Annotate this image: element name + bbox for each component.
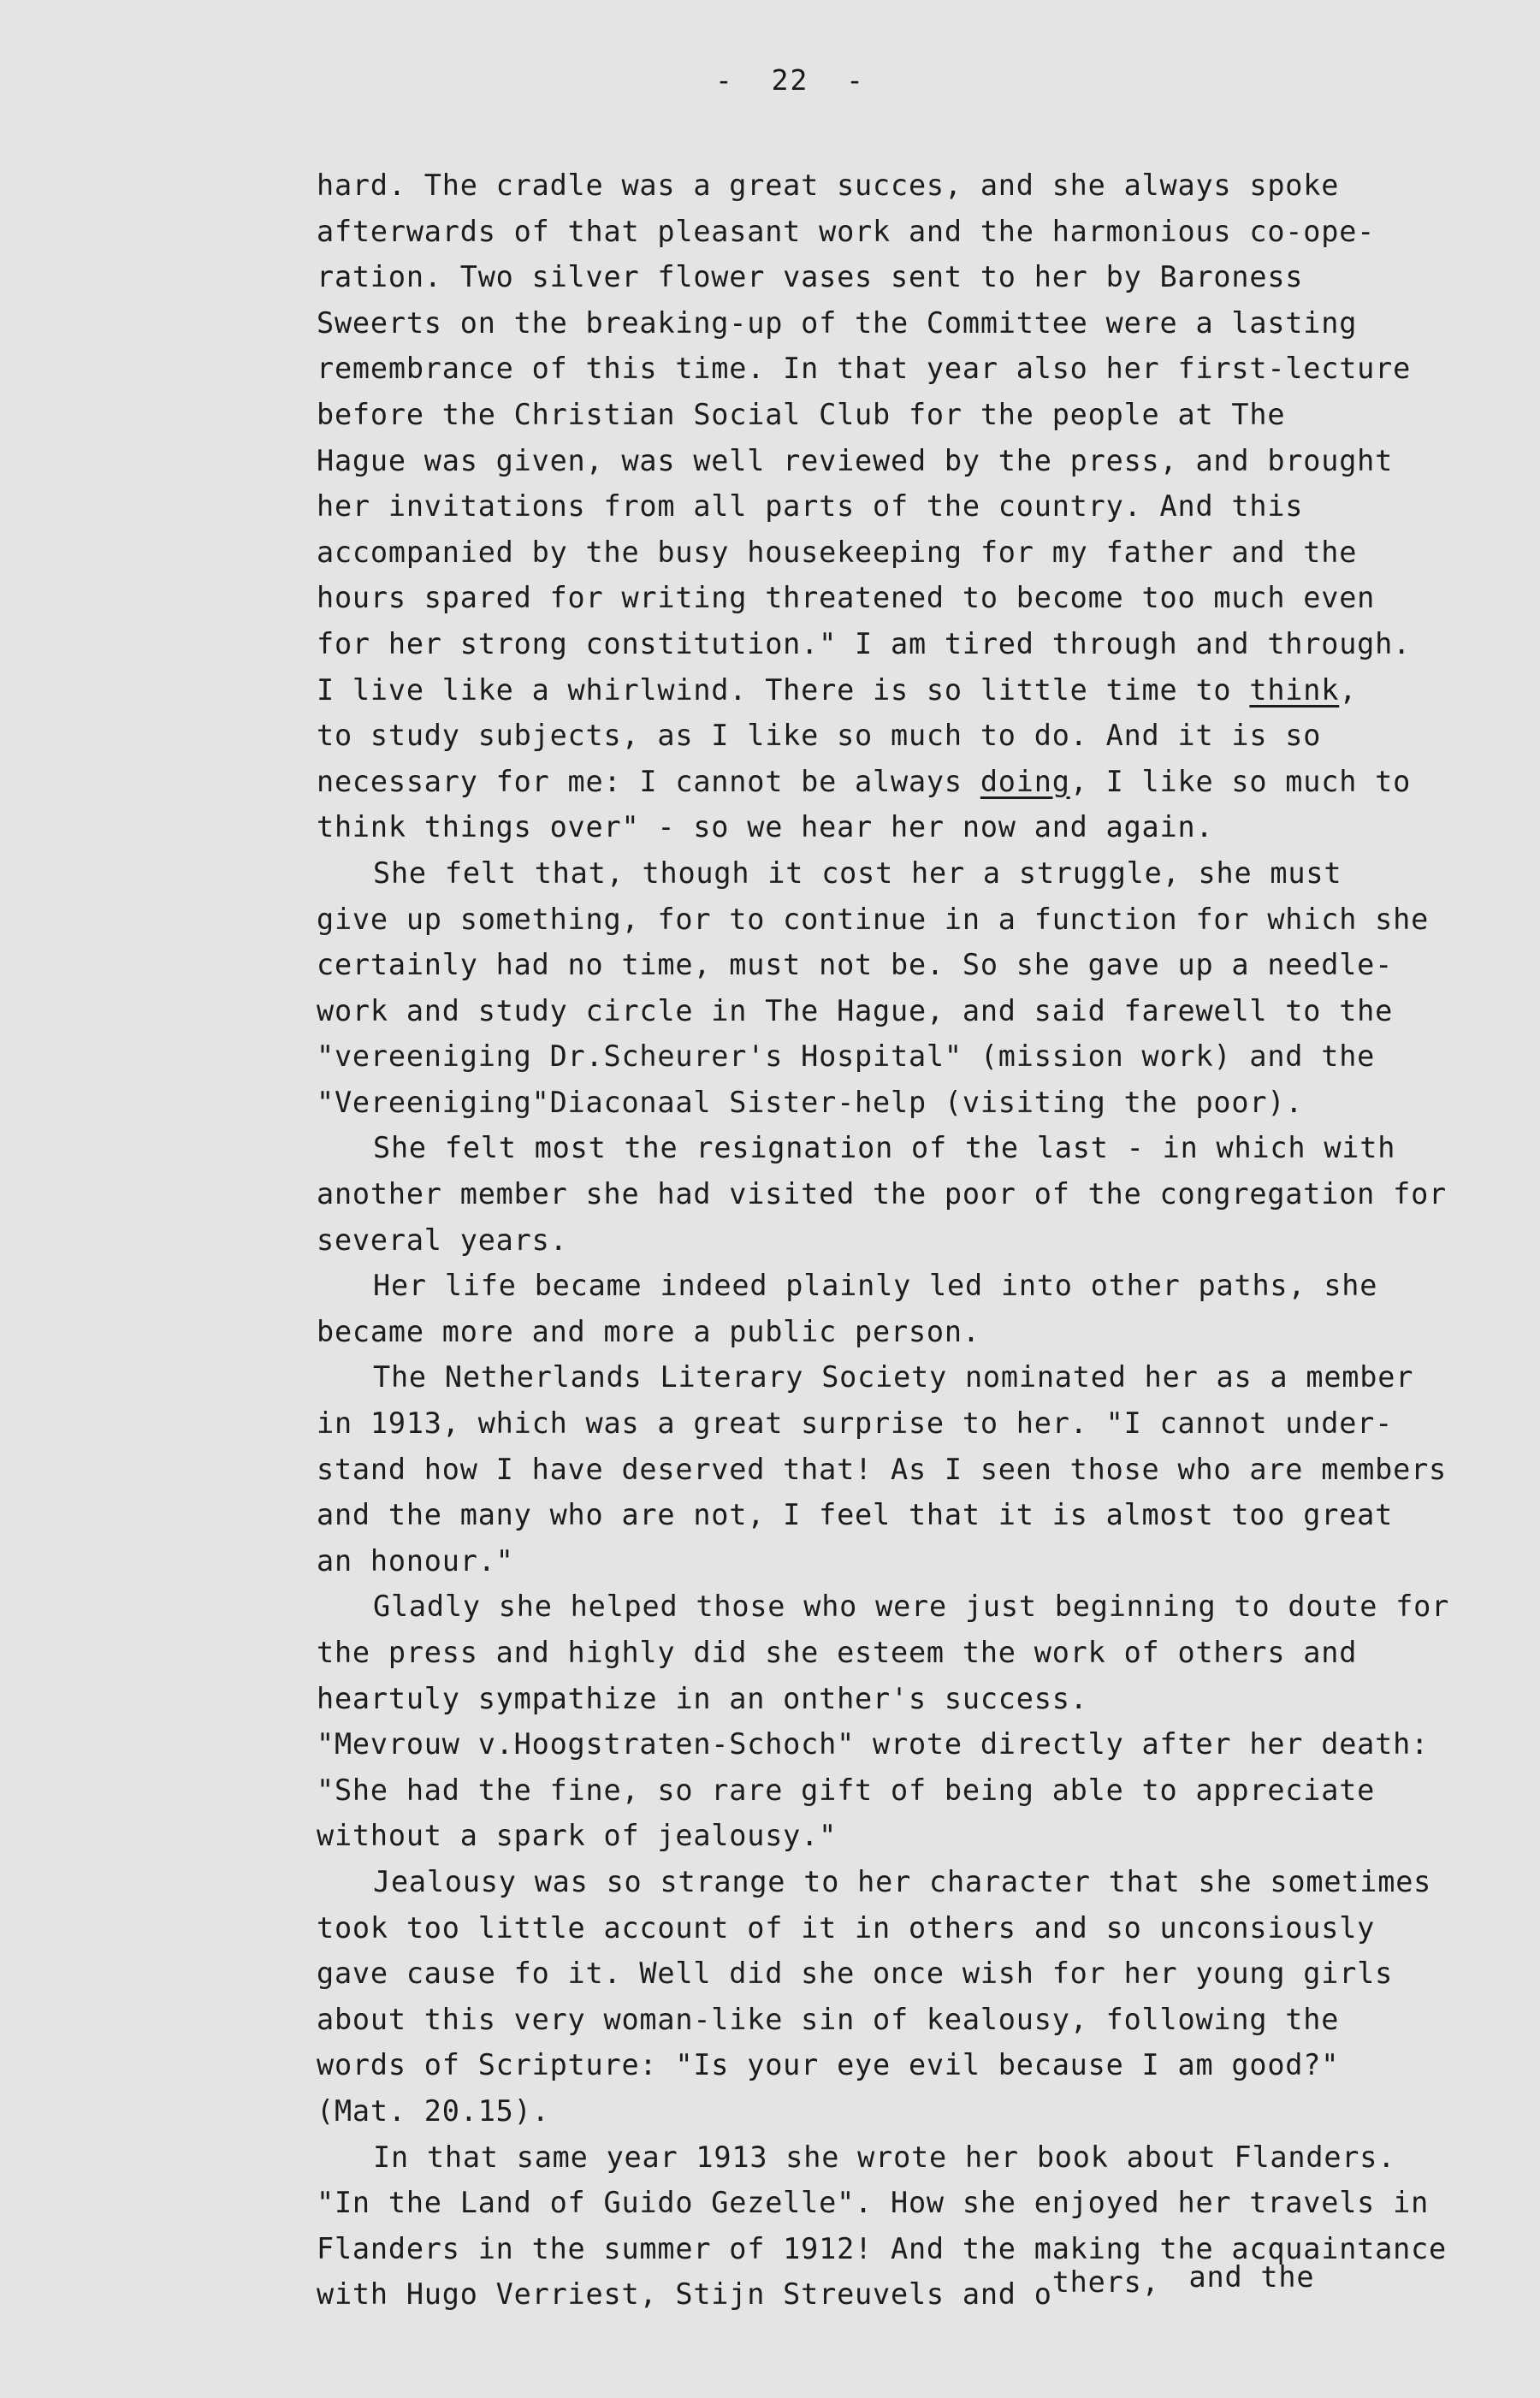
text-line: "vereeniging Dr.Scheurer's Hospital" (mission work) and the [317, 1039, 1376, 1074]
text-line: work and study circle in The Hague, and said farewell to the [317, 993, 1394, 1027]
text-segment: I live like a whirlwind. There is so little time to [317, 672, 1250, 707]
text-line: Jealousy was so strange to her character that she sometimes [373, 1864, 1432, 1898]
text-line: accompanied by the busy housekeeping for my father and the [317, 535, 1358, 569]
text-line: In that same year 1913 she wrote her book about Flanders. [373, 2140, 1396, 2174]
superscript-text: and the [1188, 2260, 1315, 2294]
text-line: Her life became indeed plainly led into other paths, she [373, 1269, 1378, 1303]
underlined-word: think [1249, 672, 1340, 707]
text-line [317, 667, 1531, 713]
text-line [317, 759, 1531, 805]
text-line: for her strong constitution." I am tired through and through. [317, 626, 1412, 660]
text-line: "She had the fine, so rare gift of being able to appreciate [317, 1773, 1376, 1807]
text-line: several years. [317, 1223, 568, 1257]
text-line: Flanders in the summer of 1912! And the making the acquaintance [317, 2231, 1448, 2265]
page-number: - 22 - [715, 63, 865, 97]
text-line: took too little account of it in others and so unconsiously [317, 1910, 1376, 1945]
text-line: She felt that, though it cost her a struggle, she must [373, 856, 1342, 890]
text-line: "Mevrouw v.Hoogstraten-Schoch" wrote directly after her death: [317, 1727, 1430, 1761]
text-line: in 1913, which was a great surprise to her. "I cannot under- [317, 1406, 1394, 1441]
text-line: remembrance of this time. In that year also her first-lecture [317, 352, 1412, 386]
text-line: stand how I have deserved that! As I seen those who are members [317, 1452, 1448, 1486]
text-line: hours spared for writing threatened to become too much even [317, 581, 1376, 615]
text-line: words of Scripture: "Is your eye evil because I am good?" [317, 2048, 1340, 2082]
text-line: heartuly sympathize in an onther's success. [317, 1681, 1088, 1715]
text-segment: , [1339, 672, 1358, 707]
text-line: Sweerts on the breaking-up of the Committee were a lasting [317, 305, 1358, 340]
text-line: and the many who are not, I feel that it is almost too great [317, 1498, 1394, 1532]
text-segment: with Hugo Verriest, Stijn Streuvels and o [317, 2277, 1052, 2312]
text-line: before the Christian Social Club for the people at The [317, 397, 1286, 431]
text-line: Gladly she helped those who were just beginning to doute for [373, 1590, 1450, 1624]
text-line: to study subjects, as I like so much to do. And it is so [317, 719, 1322, 753]
text-line: became more and more a public person. [317, 1314, 980, 1348]
text-line: her invitations from all parts of the country. And this [317, 489, 1304, 524]
text-line: think things over" - so we hear her now and again. [317, 810, 1214, 844]
text-segment: necessary for me: I cannot be always [317, 764, 980, 798]
text-line: gave cause fo it. Well did she once wish for her young girls [317, 1957, 1394, 1991]
text-line: another member she had visited the poor of the congregation for [317, 1177, 1448, 1211]
text-line: certainly had no time, must not be. So she gave up a needle- [317, 948, 1394, 982]
text-line: "Vereeniging"Diaconaal Sister-help (visiting the poor). [317, 1085, 1304, 1119]
document-body [317, 163, 1531, 2318]
text-line: an honour." [317, 1543, 514, 1578]
text-line: "In the Land of Guido Gezelle". How she enjoyed her travels in [317, 2186, 1430, 2220]
text-line [317, 2260, 1531, 2318]
text-line: (Mat. 20.15). [317, 2093, 550, 2128]
text-segment: , I like so much to [1069, 764, 1412, 798]
text-line: give up something, for to continue in a function for which she [317, 902, 1430, 936]
text-line: without a spark of jealousy." [317, 1819, 838, 1853]
superscript-text: thers, [1051, 2265, 1160, 2300]
text-line: about this very woman-like sin of kealousy, following the [317, 2002, 1340, 2036]
text-line: the press and highly did she esteem the work of others and [317, 1636, 1358, 1669]
underlined-word: doing [980, 764, 1070, 798]
text-line: The Netherlands Literary Society nominated her as a member [373, 1360, 1414, 1394]
text-line: Hague was given, was well reviewed by the press, and brought [317, 443, 1394, 477]
text-line: afterwards of that pleasant work and the harmonious co-ope- [317, 214, 1376, 248]
text-line: hard. The cradle was a great succes, and she always spoke [317, 169, 1340, 202]
text-line: ration. Two silver flower vases sent to her by Baroness [317, 260, 1304, 294]
text-line: She felt most the resignation of the last - in which with [373, 1131, 1396, 1165]
